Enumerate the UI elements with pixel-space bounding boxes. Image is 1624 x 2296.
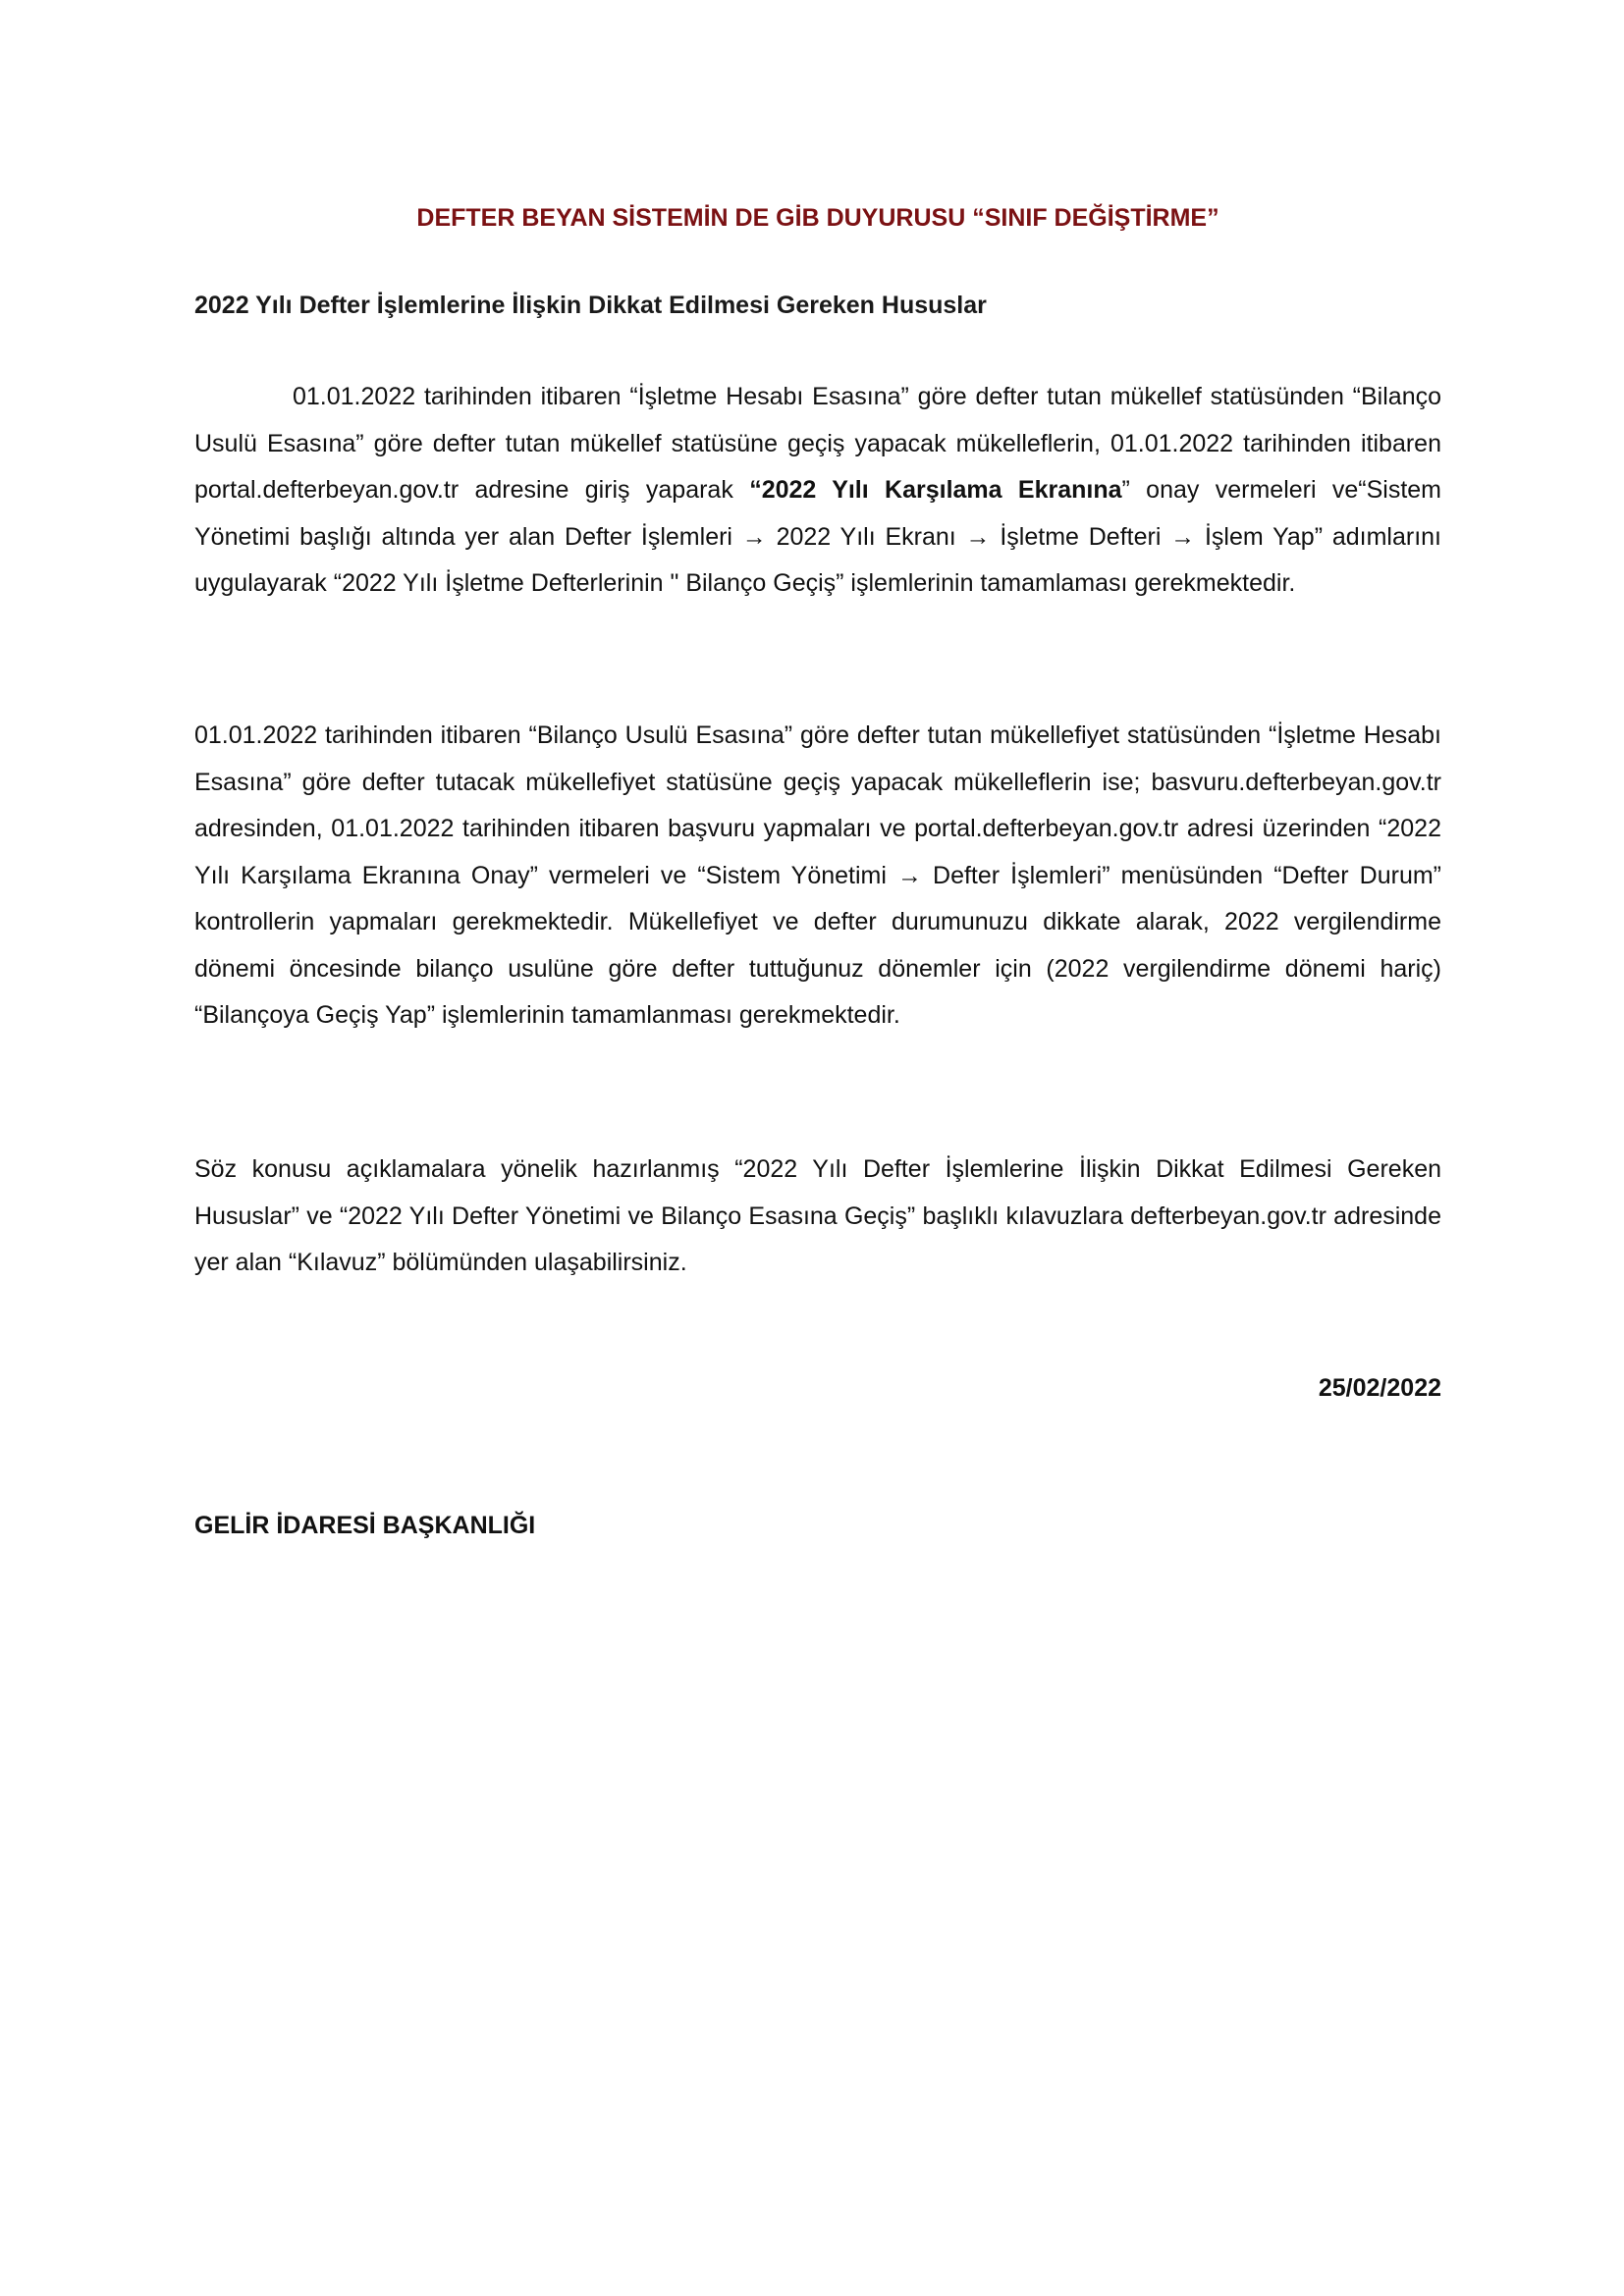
- document-subtitle: 2022 Yılı Defter İşlemlerine İlişkin Dikkat Edilmesi Gereken Hususlar: [194, 292, 987, 319]
- paragraph-1-bold: “2022 Yılı Karşılama Ekranına: [749, 476, 1122, 504]
- paragraph-2: 01.01.2022 tarihinden itibaren “Bilanço Usulü Esasına” göre defter tutan mükellefiyet statüsünden “İşletme Hesabı Esasına” göre defter tutacak mükellefiyet statüsüne geçiş yapacak mükelleflerin ise; basvuru.defterbeyan.gov.tr adresinden, 01.01.2022 tarihinden itibaren başvuru yapmaları ve portal.defterbeyan.gov.tr adresi üzerinden “2022 Yılı Karşılama Ekranına Onay” vermeleri ve “Sistem Yönetimi → Defter İşlemleri” menüsünden “Defter Durum” kontrollerin yapmaları gerekmektedir. Mükellefiyet ve defter durumunuzu dikkate alarak, 2022 vergilendirme dönemi öncesinde bilanço usulüne göre defter tuttuğunuz dönemler için (2022 vergilendirme dönemi hariç) “Bilançoya Geçiş Yap” işlemlerinin tamamlanması gerekmektedir.: [194, 721, 1441, 1029]
- signature: GELİR İDARESİ BAŞKANLIĞI: [194, 1512, 536, 1539]
- paragraph-1: [194, 374, 1441, 608]
- paragraph-1-text-a: 01.01.2022 tarihinden itibaren “İşletme Hesabı Esasına” göre defter tutan mükellef statüsünden “Bilanço Usulü Esasına” göre defter tutan mükellef statüsüne geçiş yapacak mükelleflerin, 01.01.2022 tarihinden itibaren portal.defterbeyan.gov.tr adresine giriş yaparak: [194, 383, 1441, 504]
- paragraph-3: Söz konusu açıklamalara yönelik hazırlanmış “2022 Yılı Defter İşlemlerine İlişkin Dikkat Edilmesi Gereken Hususlar” ve “2022 Yılı Defter Yönetimi ve Bilanço Esasına Geçiş” başlıklı kılavuzlara defterbeyan.gov.tr adresinde yer alan “Kılavuz” bölümünden ulaşabilirsiniz.: [194, 1155, 1441, 1276]
- document-title: DEFTER BEYAN SİSTEMİN DE GİB DUYURUSU “SINIF DEĞİŞTİRME”: [416, 204, 1219, 232]
- document-date: 25/02/2022: [1318, 1374, 1441, 1402]
- paragraph-1-text-b: ” onay vermeleri ve“Sistem Yönetimi başlığı altında yer alan Defter İşlemleri → 2022 Yılı Ekranı → İşletme Defteri → İşlem Yap” adımlarını uygulayarak “2022 Yılı İşletme Defterlerinin " Bilanço Geçiş” işlemlerinin tamamlaması gerekmektedir.: [194, 476, 1441, 597]
